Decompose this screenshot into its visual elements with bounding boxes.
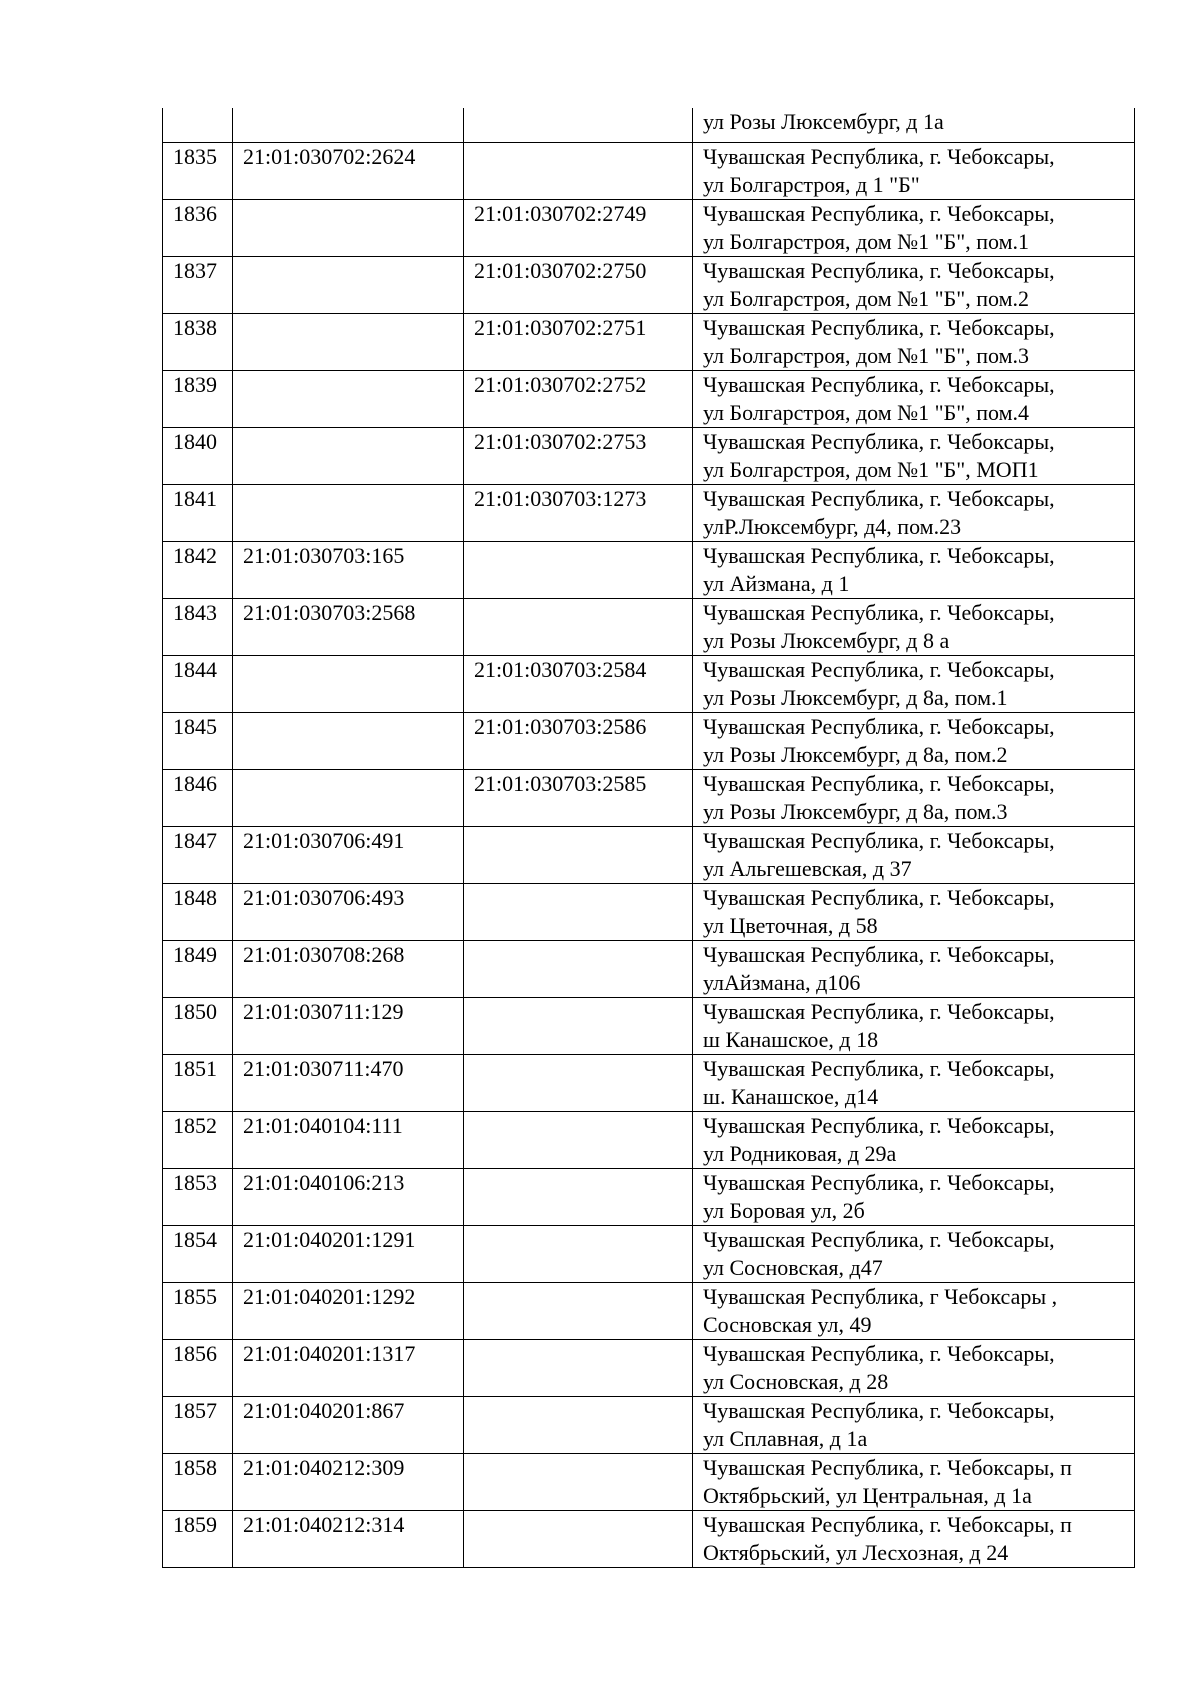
table-row xyxy=(163,598,1135,655)
table-row xyxy=(163,940,1135,997)
address-line: Чувашская Республика, г. Чебоксары, п xyxy=(703,1454,1072,1480)
premises-cadastral-cell xyxy=(464,883,693,940)
table-row xyxy=(163,769,1135,826)
table-row xyxy=(163,655,1135,712)
address-line: ш Канашское, д 18 xyxy=(703,1026,879,1052)
row-number-cell: 1842 xyxy=(163,541,233,598)
premises-cadastral-cell xyxy=(464,1396,693,1453)
premises-cadastral-cell xyxy=(464,108,693,142)
address-line: Чувашская Республика, г. Чебоксары, xyxy=(703,1112,1055,1138)
address-line: ул Болгарстроя, дом №1 "Б", пом.3 xyxy=(703,342,1030,368)
premises-cadastral-cell xyxy=(464,1111,693,1168)
premises-cadastral-cell: 21:01:030702:2753 xyxy=(464,427,693,484)
address-cell xyxy=(693,1168,1135,1225)
row-number-cell: 1852 xyxy=(163,1111,233,1168)
land-plot-cadastral-cell: 21:01:040201:1292 xyxy=(233,1282,464,1339)
row-number-cell: 1853 xyxy=(163,1168,233,1225)
table-row xyxy=(163,1453,1135,1510)
premises-cadastral-cell xyxy=(464,826,693,883)
address-cell xyxy=(693,883,1135,940)
address-line: ул Болгарстроя, дом №1 "Б", пом.1 xyxy=(703,228,1030,254)
address-cell xyxy=(693,427,1135,484)
address-line: Октябрьский, ул Центральная, д 1а xyxy=(703,1482,1032,1508)
table-row xyxy=(163,1510,1135,1567)
address-line: Чувашская Республика, г. Чебоксары, xyxy=(703,314,1055,340)
premises-cadastral-cell xyxy=(464,940,693,997)
land-plot-cadastral-cell: 21:01:040212:309 xyxy=(233,1453,464,1510)
land-plot-cadastral-cell xyxy=(233,655,464,712)
row-number-cell xyxy=(163,108,233,142)
land-plot-cadastral-cell xyxy=(233,370,464,427)
address-line: Чувашская Республика, г. Чебоксары, xyxy=(703,599,1055,625)
table-row xyxy=(163,712,1135,769)
land-plot-cadastral-cell: 21:01:030703:165 xyxy=(233,541,464,598)
address-cell xyxy=(693,541,1135,598)
address-line: Чувашская Республика, г. Чебоксары, xyxy=(703,257,1055,283)
row-number-cell: 1854 xyxy=(163,1225,233,1282)
address-line: улР.Люксембург, д4, пом.23 xyxy=(703,513,962,539)
land-plot-cadastral-cell: 21:01:030711:129 xyxy=(233,997,464,1054)
row-number-cell: 1836 xyxy=(163,199,233,256)
land-plot-cadastral-cell: 21:01:040104:111 xyxy=(233,1111,464,1168)
address-line: ул Айзмана, д 1 xyxy=(703,570,850,596)
table-row xyxy=(163,1111,1135,1168)
address-line: ул Сосновская, д 28 xyxy=(703,1368,889,1394)
address-cell xyxy=(693,997,1135,1054)
land-plot-cadastral-cell: 21:01:040212:314 xyxy=(233,1510,464,1567)
table-row xyxy=(163,1168,1135,1225)
premises-cadastral-cell: 21:01:030703:2586 xyxy=(464,712,693,769)
address-cell xyxy=(693,712,1135,769)
table-row xyxy=(163,427,1135,484)
premises-cadastral-cell xyxy=(464,997,693,1054)
address-cell xyxy=(693,1510,1135,1567)
address-cell xyxy=(693,1282,1135,1339)
address-line: Чувашская Республика, г. Чебоксары, xyxy=(703,998,1055,1024)
land-plot-cadastral-cell xyxy=(233,427,464,484)
address-cell xyxy=(693,598,1135,655)
premises-cadastral-cell: 21:01:030702:2752 xyxy=(464,370,693,427)
land-plot-cadastral-cell xyxy=(233,769,464,826)
address-line: ул Розы Люксембург, д 1а xyxy=(703,109,944,134)
address-cell xyxy=(693,1396,1135,1453)
table-row xyxy=(163,1282,1135,1339)
land-plot-cadastral-cell xyxy=(233,199,464,256)
address-cell xyxy=(693,1054,1135,1111)
address-line: ул Розы Люксембург, д 8а, пом.1 xyxy=(703,684,1008,710)
address-cell xyxy=(693,1225,1135,1282)
row-number-cell: 1844 xyxy=(163,655,233,712)
address-line: ул Болгарстроя, дом №1 "Б", пом.4 xyxy=(703,399,1030,425)
table-row xyxy=(163,484,1135,541)
premises-cadastral-cell: 21:01:030702:2751 xyxy=(464,313,693,370)
address-line: ул Розы Люксембург, д 8а, пом.2 xyxy=(703,741,1008,767)
registry-table xyxy=(162,108,1135,1568)
address-line: Чувашская Республика, г. Чебоксары, xyxy=(703,1340,1055,1366)
address-line: ул Цветочная, д 58 xyxy=(703,912,878,938)
table-row xyxy=(163,826,1135,883)
address-cell xyxy=(693,256,1135,313)
row-number-cell: 1859 xyxy=(163,1510,233,1567)
address-cell xyxy=(693,1453,1135,1510)
land-plot-cadastral-cell: 21:01:040201:1317 xyxy=(233,1339,464,1396)
address-line: Чувашская Республика, г. Чебоксары, xyxy=(703,656,1055,682)
premises-cadastral-cell xyxy=(464,541,693,598)
table-row xyxy=(163,199,1135,256)
row-number-cell: 1849 xyxy=(163,940,233,997)
table-row xyxy=(163,370,1135,427)
address-line: Чувашская Республика, г. Чебоксары, xyxy=(703,941,1055,967)
address-cell xyxy=(693,313,1135,370)
address-line: ул Болгарстроя, дом №1 "Б", МОП1 xyxy=(703,456,1039,482)
address-line: ул Розы Люксембург, д 8 а xyxy=(703,627,950,653)
premises-cadastral-cell xyxy=(464,1225,693,1282)
row-number-cell: 1838 xyxy=(163,313,233,370)
premises-cadastral-cell xyxy=(464,1282,693,1339)
address-cell xyxy=(693,108,1135,142)
address-line: ул Болгарстроя, дом №1 "Б", пом.2 xyxy=(703,285,1030,311)
land-plot-cadastral-cell xyxy=(233,108,464,142)
premises-cadastral-cell: 21:01:030702:2750 xyxy=(464,256,693,313)
land-plot-cadastral-cell xyxy=(233,313,464,370)
address-line: Чувашская Республика, г. Чебоксары, xyxy=(703,884,1055,910)
row-number-cell: 1855 xyxy=(163,1282,233,1339)
address-cell xyxy=(693,1339,1135,1396)
address-line: Чувашская Республика, г. Чебоксары, xyxy=(703,428,1055,454)
address-line: Октябрьский, ул Лесхозная, д 24 xyxy=(703,1539,1009,1565)
premises-cadastral-cell xyxy=(464,1054,693,1111)
address-line: Чувашская Республика, г. Чебоксары, xyxy=(703,770,1055,796)
row-number-cell: 1845 xyxy=(163,712,233,769)
address-line: ул Боровая ул, 2б xyxy=(703,1197,865,1223)
address-line: улАйзмана, д106 xyxy=(703,969,861,995)
land-plot-cadastral-cell: 21:01:040201:867 xyxy=(233,1396,464,1453)
premises-cadastral-cell: 21:01:030703:1273 xyxy=(464,484,693,541)
table-row xyxy=(163,1396,1135,1453)
address-cell xyxy=(693,826,1135,883)
row-number-cell: 1841 xyxy=(163,484,233,541)
address-line: Чувашская Республика, г. Чебоксары, xyxy=(703,143,1055,169)
land-plot-cadastral-cell: 21:01:040201:1291 xyxy=(233,1225,464,1282)
address-line: ул Сосновская, д47 xyxy=(703,1254,883,1280)
premises-cadastral-cell xyxy=(464,142,693,199)
address-line: Чувашская Республика, г. Чебоксары, xyxy=(703,1055,1055,1081)
row-number-cell: 1837 xyxy=(163,256,233,313)
address-line: Чувашская Республика, г Чебоксары , xyxy=(703,1283,1058,1309)
address-line: Чувашская Республика, г. Чебоксары, xyxy=(703,1226,1055,1252)
land-plot-cadastral-cell: 21:01:030711:470 xyxy=(233,1054,464,1111)
land-plot-cadastral-cell xyxy=(233,256,464,313)
address-cell xyxy=(693,199,1135,256)
address-line: Чувашская Республика, г. Чебоксары, xyxy=(703,485,1055,511)
land-plot-cadastral-cell xyxy=(233,712,464,769)
address-cell xyxy=(693,655,1135,712)
premises-cadastral-cell xyxy=(464,1339,693,1396)
table-row xyxy=(163,541,1135,598)
address-cell xyxy=(693,769,1135,826)
row-number-cell: 1848 xyxy=(163,883,233,940)
address-line: ул Родниковая, д 29а xyxy=(703,1140,897,1166)
row-number-cell: 1840 xyxy=(163,427,233,484)
land-plot-cadastral-cell: 21:01:030706:493 xyxy=(233,883,464,940)
address-line: Чувашская Республика, г. Чебоксары, xyxy=(703,542,1055,568)
registry-table-body xyxy=(163,108,1135,1567)
premises-cadastral-cell xyxy=(464,1510,693,1567)
premises-cadastral-cell xyxy=(464,1168,693,1225)
table-row xyxy=(163,256,1135,313)
table-row xyxy=(163,1054,1135,1111)
premises-cadastral-cell: 21:01:030703:2584 xyxy=(464,655,693,712)
address-cell xyxy=(693,1111,1135,1168)
address-cell xyxy=(693,142,1135,199)
land-plot-cadastral-cell: 21:01:030708:268 xyxy=(233,940,464,997)
address-line: ш. Канашское, д14 xyxy=(703,1083,879,1109)
premises-cadastral-cell: 21:01:030703:2585 xyxy=(464,769,693,826)
premises-cadastral-cell xyxy=(464,598,693,655)
row-number-cell: 1858 xyxy=(163,1453,233,1510)
row-number-cell: 1856 xyxy=(163,1339,233,1396)
address-line: Чувашская Республика, г. Чебоксары, xyxy=(703,1397,1055,1423)
premises-cadastral-cell xyxy=(464,1453,693,1510)
land-plot-cadastral-cell: 21:01:040106:213 xyxy=(233,1168,464,1225)
address-cell xyxy=(693,940,1135,997)
table-row xyxy=(163,1339,1135,1396)
row-number-cell: 1847 xyxy=(163,826,233,883)
table-row xyxy=(163,142,1135,199)
row-number-cell: 1843 xyxy=(163,598,233,655)
land-plot-cadastral-cell xyxy=(233,484,464,541)
land-plot-cadastral-cell: 21:01:030703:2568 xyxy=(233,598,464,655)
row-number-cell: 1850 xyxy=(163,997,233,1054)
table-row xyxy=(163,883,1135,940)
address-line: Чувашская Республика, г. Чебоксары, xyxy=(703,1169,1055,1195)
address-cell xyxy=(693,484,1135,541)
table-row xyxy=(163,313,1135,370)
land-plot-cadastral-cell: 21:01:030702:2624 xyxy=(233,142,464,199)
land-plot-cadastral-cell: 21:01:030706:491 xyxy=(233,826,464,883)
premises-cadastral-cell: 21:01:030702:2749 xyxy=(464,199,693,256)
row-number-cell: 1846 xyxy=(163,769,233,826)
address-line: Чувашская Республика, г. Чебоксары, xyxy=(703,827,1055,853)
address-line: ул Альгешевская, д 37 xyxy=(703,855,912,881)
address-cell xyxy=(693,370,1135,427)
address-line: Чувашская Республика, г. Чебоксары, xyxy=(703,371,1055,397)
address-line: ул Сплавная, д 1а xyxy=(703,1425,868,1451)
row-number-cell: 1851 xyxy=(163,1054,233,1111)
address-line: Сосновская ул, 49 xyxy=(703,1311,872,1337)
address-line: Чувашская Республика, г. Чебоксары, п xyxy=(703,1511,1072,1537)
table-row xyxy=(163,997,1135,1054)
row-number-cell: 1857 xyxy=(163,1396,233,1453)
table-row xyxy=(163,1225,1135,1282)
row-number-cell: 1839 xyxy=(163,370,233,427)
address-line: ул Розы Люксембург, д 8а, пом.3 xyxy=(703,798,1008,824)
table-row-continuation xyxy=(163,108,1135,142)
row-number-cell: 1835 xyxy=(163,142,233,199)
address-line: Чувашская Республика, г. Чебоксары, xyxy=(703,200,1055,226)
address-line: ул Болгарстроя, д 1 "Б" xyxy=(703,171,920,197)
address-line: Чувашская Республика, г. Чебоксары, xyxy=(703,713,1055,739)
